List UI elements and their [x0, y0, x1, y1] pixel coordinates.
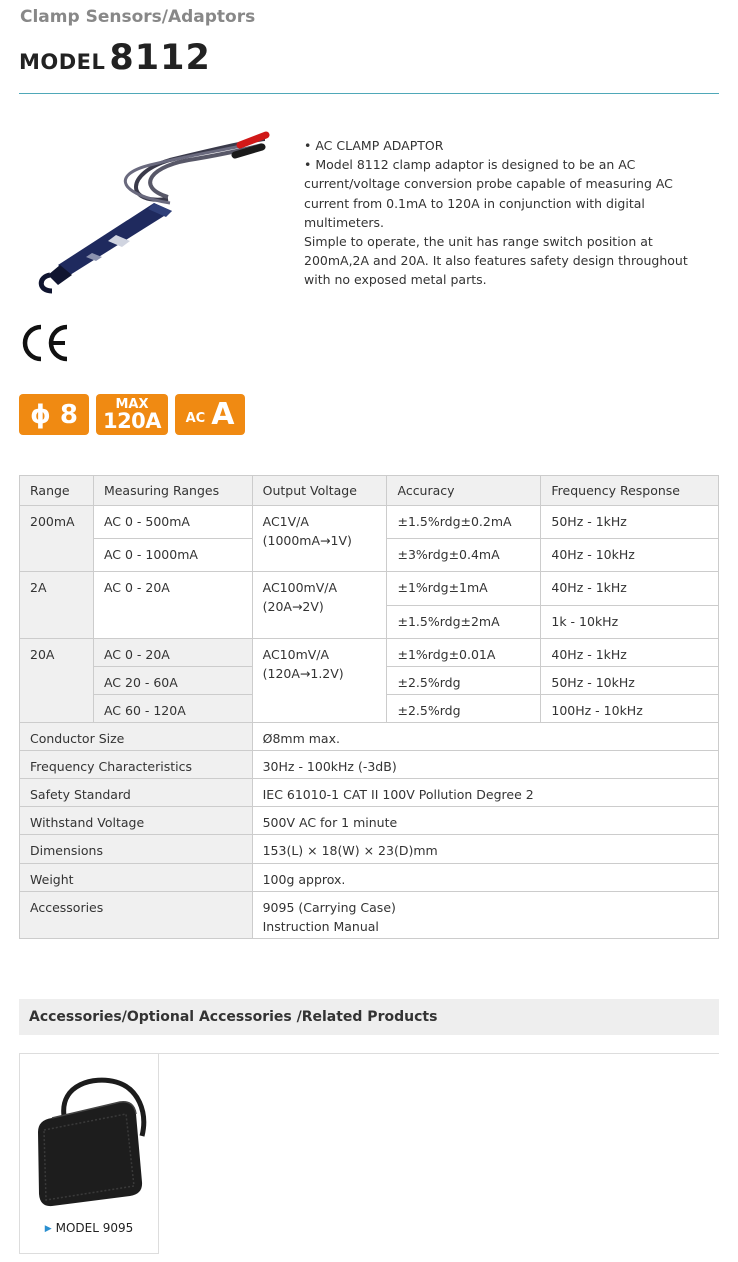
accuracy-cell: ±2.5%rdg	[387, 667, 541, 695]
accuracy-cell: ±1%rdg±0.01A	[387, 639, 541, 667]
max-label: MAX	[115, 396, 149, 412]
measuring-cell: AC 20 - 60A	[93, 667, 252, 695]
spec-label: Withstand Voltage	[20, 807, 253, 835]
accessory-link[interactable]	[20, 1221, 158, 1235]
table-header: Measuring Ranges	[93, 476, 252, 506]
measuring-cell: AC 0 - 1000mA	[93, 539, 252, 572]
product-image	[30, 125, 280, 305]
table-row	[20, 723, 719, 751]
table-row	[20, 751, 719, 779]
accuracy-cell: ±1.5%rdg±2mA	[387, 606, 541, 639]
spec-value	[252, 892, 718, 939]
frequency-cell: 50Hz - 10kHz	[541, 667, 719, 695]
product-description	[304, 136, 714, 290]
output-cell	[252, 506, 387, 572]
model-prefix: MODEL	[19, 50, 106, 74]
category-title: Clamp Sensors/Adaptors	[20, 7, 256, 27]
lead-wires	[125, 135, 266, 203]
table-row	[20, 892, 719, 939]
measuring-cell: AC 0 - 500mA	[93, 506, 252, 539]
ac-current-badge	[175, 394, 245, 435]
frequency-cell: 40Hz - 10kHz	[541, 539, 719, 572]
spec-label: Safety Standard	[20, 779, 253, 807]
output-note: (20A→2V)	[262, 599, 324, 614]
ac-label: AC	[185, 411, 206, 426]
table-header: Range	[20, 476, 94, 506]
table-row	[20, 864, 719, 892]
table-row	[20, 506, 719, 539]
table-row	[20, 779, 719, 807]
spec-label: Frequency Characteristics	[20, 751, 253, 779]
range-cell: 20A	[20, 639, 94, 723]
range-cell: 2A	[20, 572, 94, 639]
spec-label: Dimensions	[20, 835, 253, 864]
output-value: AC1V/A	[262, 514, 309, 529]
table-row	[20, 639, 719, 667]
output-cell	[252, 572, 387, 639]
title-divider	[19, 93, 719, 94]
carrying-case-image	[30, 1076, 150, 1211]
table-row	[20, 835, 719, 864]
accessory-label: MODEL 9095	[55, 1221, 134, 1235]
frequency-cell: 100Hz - 10kHz	[541, 695, 719, 723]
accessory-line: Instruction Manual	[262, 919, 379, 934]
spec-label: Accessories	[20, 892, 253, 939]
accessories-heading: Accessories/Optional Accessories /Related Products	[19, 999, 719, 1035]
spec-badges	[19, 394, 245, 435]
spec-value: 30Hz - 100kHz (-3dB)	[252, 751, 718, 779]
output-cell	[252, 639, 387, 723]
accuracy-cell: ±1.5%rdg±0.2mA	[387, 506, 541, 539]
frequency-cell: 40Hz - 1kHz	[541, 572, 719, 606]
description-line: • AC CLAMP ADAPTOR	[304, 138, 444, 153]
table-header: Output Voltage	[252, 476, 387, 506]
spec-label: Weight	[20, 864, 253, 892]
spec-value: 100g approx.	[252, 864, 718, 892]
table-header: Accuracy	[387, 476, 541, 506]
table-header-row	[20, 476, 719, 506]
table-header: Frequency Response	[541, 476, 719, 506]
frequency-cell: 40Hz - 1kHz	[541, 639, 719, 667]
ce-mark-icon	[19, 323, 71, 363]
spec-value: IEC 61010-1 CAT II 100V Pollution Degree 2	[252, 779, 718, 807]
spec-value: 153(L) × 18(W) × 23(D)mm	[252, 835, 718, 864]
output-note: (120A→1.2V)	[262, 666, 344, 681]
frequency-cell: 1k - 10kHz	[541, 606, 719, 639]
max-current-badge	[96, 394, 168, 435]
clamp-body	[41, 203, 172, 291]
arrow-right-icon: ▶	[44, 1223, 52, 1234]
measuring-cell: AC 0 - 20A	[93, 639, 252, 667]
output-note: (1000mA→1V)	[262, 533, 352, 548]
description-line: Simple to operate, the unit has range switch position at 200mA,2A and 20A. It also features safety design throughout with no exposed metal parts.	[304, 234, 688, 288]
table-row	[20, 807, 719, 835]
description-line: • Model 8112 clamp adaptor is designed to be an AC current/voltage conversion probe capable of measuring AC current from 0.1mA to 120A in conjunction with digital multimeters.	[304, 157, 673, 230]
accessory-line: 9095 (Carrying Case)	[262, 900, 396, 915]
output-value: AC10mV/A	[262, 647, 330, 662]
measuring-cell: AC 60 - 120A	[93, 695, 252, 723]
accuracy-cell: ±2.5%rdg	[387, 695, 541, 723]
spec-value: Ø8mm max.	[252, 723, 718, 751]
table-row	[20, 572, 719, 606]
accuracy-cell: ±3%rdg±0.4mA	[387, 539, 541, 572]
frequency-cell: 50Hz - 1kHz	[541, 506, 719, 539]
page-title	[19, 38, 211, 78]
model-number: 8112	[109, 38, 211, 78]
spec-label: Conductor Size	[20, 723, 253, 751]
range-cell: 200mA	[20, 506, 94, 572]
max-value: 120A	[102, 408, 162, 433]
spec-value: 500V AC for 1 minute	[252, 807, 718, 835]
output-value: AC100mV/A	[262, 580, 338, 595]
ac-value: A	[211, 397, 235, 432]
accuracy-cell: ±1%rdg±1mA	[387, 572, 541, 606]
accessory-card[interactable]	[19, 1053, 159, 1254]
conductor-diameter-badge: ϕ 8	[19, 394, 89, 435]
measuring-cell: AC 0 - 20A	[93, 572, 252, 639]
spec-table	[19, 475, 719, 939]
